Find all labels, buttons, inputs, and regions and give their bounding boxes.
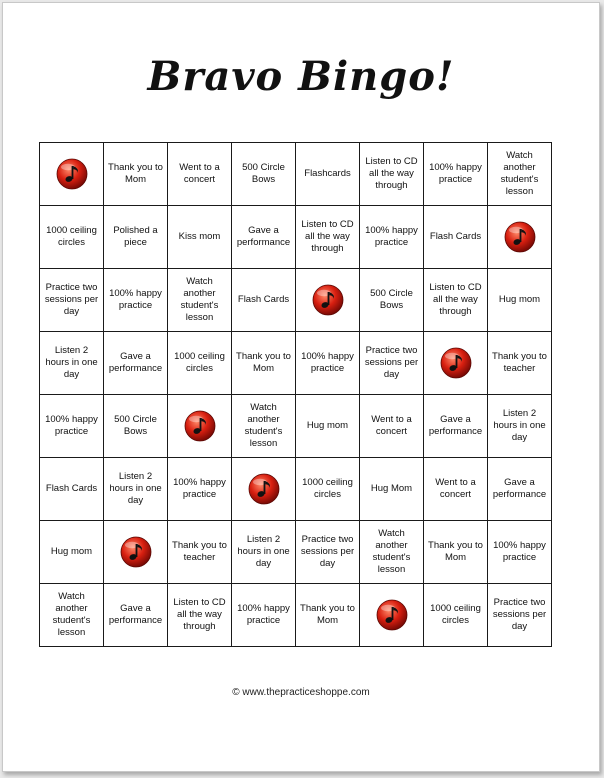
copyright-footer: © www.thepracticeshoppe.com — [232, 687, 370, 698]
bingo-cell: Listen 2 hours in one day — [104, 458, 168, 521]
bingo-cell: 500 Circle Bows — [360, 269, 424, 332]
bingo-cell: Listen to CD all the way through — [296, 206, 360, 269]
bingo-cell: Watch another student's lesson — [488, 143, 552, 206]
bingo-cell: Gave a performance — [424, 395, 488, 458]
bingo-cell: Listen 2 hours in one day — [40, 332, 104, 395]
bingo-cell-free — [40, 143, 104, 206]
bingo-cell: 500 Circle Bows — [232, 143, 296, 206]
bingo-cell: Thank you to Mom — [296, 584, 360, 647]
bingo-cell: Watch another student's lesson — [40, 584, 104, 647]
bingo-cell: Went to a concert — [360, 395, 424, 458]
bingo-cell: 100% happy practice — [424, 143, 488, 206]
bingo-cell: 100% happy practice — [296, 332, 360, 395]
bingo-cell: Flashcards — [296, 143, 360, 206]
bingo-cell: Hug mom — [40, 521, 104, 584]
bingo-grid — [39, 142, 552, 647]
page-title: Bravo Bingo! — [147, 53, 455, 100]
bingo-cell: 100% happy practice — [40, 395, 104, 458]
bingo-cell: 100% happy practice — [168, 458, 232, 521]
bingo-cell: Thank you to Mom — [232, 332, 296, 395]
bingo-cell: Gave a performance — [488, 458, 552, 521]
bingo-cell: Watch another student's lesson — [168, 269, 232, 332]
music-note-icon — [312, 284, 344, 316]
bingo-cell: Went to a concert — [168, 143, 232, 206]
bingo-cell: 100% happy practice — [360, 206, 424, 269]
music-note-icon — [440, 347, 472, 379]
bingo-cell: Gave a performance — [104, 332, 168, 395]
bingo-cell: Flash Cards — [232, 269, 296, 332]
bingo-cell: Hug Mom — [360, 458, 424, 521]
bingo-cell: Thank you to Mom — [424, 521, 488, 584]
bingo-cell: 1000 ceiling circles — [40, 206, 104, 269]
bingo-cell-free — [232, 458, 296, 521]
bingo-cell: Kiss mom — [168, 206, 232, 269]
bingo-cell: Watch another student's lesson — [360, 521, 424, 584]
bingo-cell: Gave a performance — [104, 584, 168, 647]
bingo-cell: 1000 ceiling circles — [168, 332, 232, 395]
bingo-cell: Listen 2 hours in one day — [232, 521, 296, 584]
bingo-cell-free — [296, 269, 360, 332]
bingo-cell: Thank you to teacher — [168, 521, 232, 584]
bingo-cell: 100% happy practice — [232, 584, 296, 647]
bingo-cell: Practice two sessions per day — [296, 521, 360, 584]
bingo-cell: Practice two sessions per day — [488, 584, 552, 647]
bingo-row — [40, 395, 552, 458]
bingo-row — [40, 206, 552, 269]
bingo-cell: Hug mom — [296, 395, 360, 458]
music-note-icon — [376, 599, 408, 631]
bingo-cell-free — [360, 584, 424, 647]
bingo-row — [40, 332, 552, 395]
bingo-cell: Listen to CD all the way through — [424, 269, 488, 332]
music-note-icon — [56, 158, 88, 190]
bingo-cell: Polished a piece — [104, 206, 168, 269]
bingo-cell-free — [104, 521, 168, 584]
bingo-cell-free — [424, 332, 488, 395]
bingo-cell: Hug mom — [488, 269, 552, 332]
bingo-cell: 500 Circle Bows — [104, 395, 168, 458]
bingo-cell: Went to a concert — [424, 458, 488, 521]
bingo-cell: 100% happy practice — [488, 521, 552, 584]
bingo-cell: Thank you to teacher — [488, 332, 552, 395]
music-note-icon — [248, 473, 280, 505]
bingo-cell-free — [488, 206, 552, 269]
music-note-icon — [504, 221, 536, 253]
bingo-cell: Thank you to Mom — [104, 143, 168, 206]
bingo-cell: Flash Cards — [424, 206, 488, 269]
bingo-cell: 1000 ceiling circles — [296, 458, 360, 521]
bingo-cell: Listen to CD all the way through — [168, 584, 232, 647]
bingo-cell: Flash Cards — [40, 458, 104, 521]
bingo-cell: Practice two sessions per day — [40, 269, 104, 332]
bingo-cell: Practice two sessions per day — [360, 332, 424, 395]
bingo-cell: 1000 ceiling circles — [424, 584, 488, 647]
bingo-row — [40, 584, 552, 647]
bingo-row — [40, 269, 552, 332]
bingo-cell: Listen 2 hours in one day — [488, 395, 552, 458]
bingo-cell: Watch another student's lesson — [232, 395, 296, 458]
bingo-row — [40, 458, 552, 521]
music-note-icon — [184, 410, 216, 442]
bingo-cell: Gave a performance — [232, 206, 296, 269]
worksheet-page — [2, 2, 600, 772]
music-note-icon — [120, 536, 152, 568]
bingo-row — [40, 143, 552, 206]
bingo-row — [40, 521, 552, 584]
bingo-cell: Listen to CD all the way through — [360, 143, 424, 206]
bingo-cell: 100% happy practice — [104, 269, 168, 332]
bingo-cell-free — [168, 395, 232, 458]
